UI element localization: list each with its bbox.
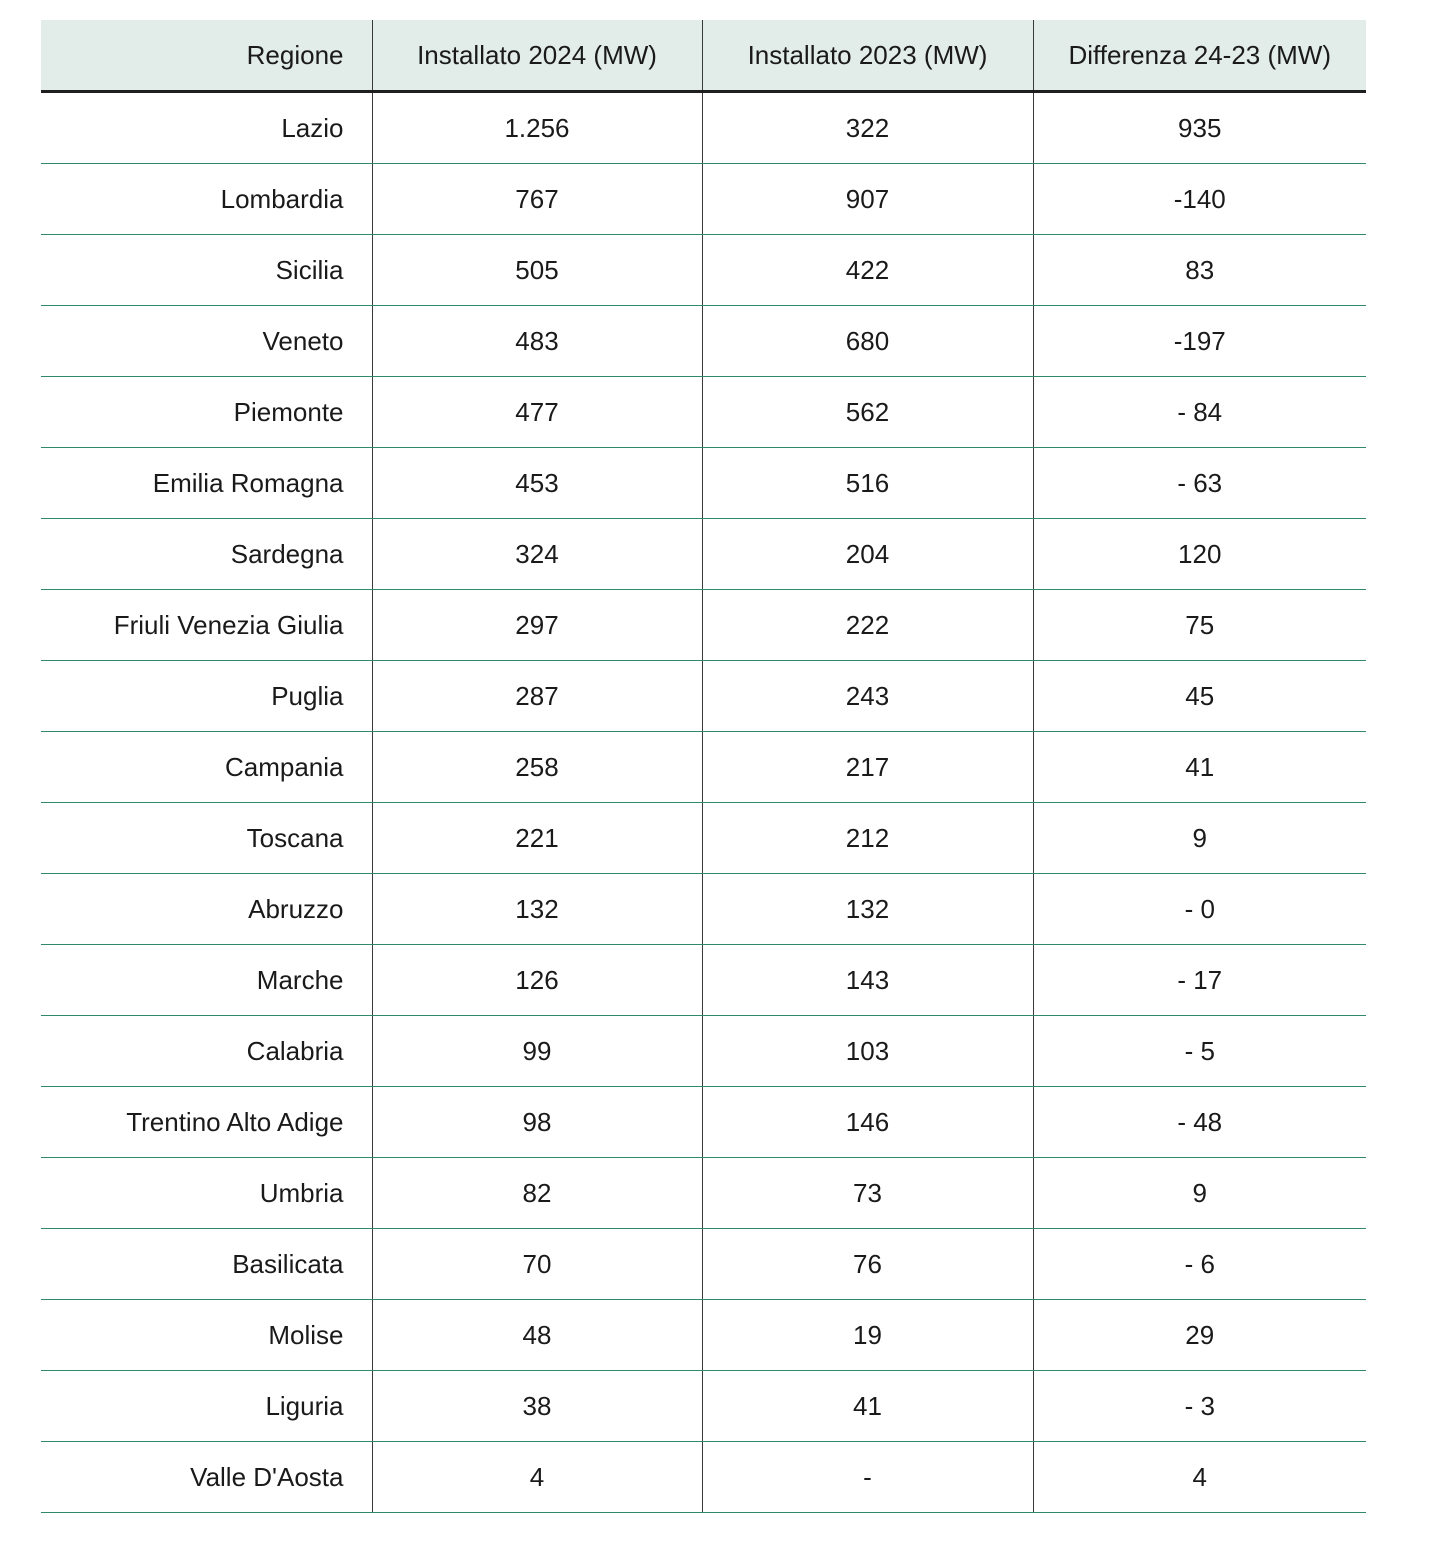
header-installato-2024: Installato 2024 (MW) [372, 20, 702, 92]
cell-regione: Abruzzo [41, 874, 372, 945]
cell-installato-2024: 297 [372, 590, 702, 661]
table-row [41, 1229, 1366, 1300]
cell-differenza: - 48 [1033, 1087, 1366, 1158]
header-regione: Regione [41, 20, 372, 92]
cell-installato-2023: 243 [702, 661, 1033, 732]
cell-differenza: - 6 [1033, 1229, 1366, 1300]
table-row [41, 235, 1366, 306]
cell-regione: Emilia Romagna [41, 448, 372, 519]
cell-regione: Trentino Alto Adige [41, 1087, 372, 1158]
cell-differenza: 9 [1033, 803, 1366, 874]
cell-regione: Puglia [41, 661, 372, 732]
cell-regione: Umbria [41, 1158, 372, 1229]
cell-installato-2023: - [702, 1442, 1033, 1513]
data-table-container [41, 20, 1366, 1513]
cell-regione: Marche [41, 945, 372, 1016]
cell-installato-2024: 287 [372, 661, 702, 732]
cell-installato-2023: 41 [702, 1371, 1033, 1442]
cell-installato-2024: 4 [372, 1442, 702, 1513]
cell-installato-2023: 146 [702, 1087, 1033, 1158]
header-row [41, 20, 1366, 92]
cell-installato-2024: 48 [372, 1300, 702, 1371]
cell-differenza: -197 [1033, 306, 1366, 377]
cell-installato-2023: 132 [702, 874, 1033, 945]
cell-regione: Veneto [41, 306, 372, 377]
table-row [41, 803, 1366, 874]
cell-regione: Sardegna [41, 519, 372, 590]
cell-installato-2023: 143 [702, 945, 1033, 1016]
cell-differenza: 9 [1033, 1158, 1366, 1229]
cell-differenza: - 63 [1033, 448, 1366, 519]
cell-installato-2023: 103 [702, 1016, 1033, 1087]
header-installato-2023: Installato 2023 (MW) [702, 20, 1033, 92]
cell-differenza: - 0 [1033, 874, 1366, 945]
cell-installato-2024: 505 [372, 235, 702, 306]
table-row [41, 874, 1366, 945]
table-row [41, 164, 1366, 235]
cell-installato-2024: 82 [372, 1158, 702, 1229]
cell-installato-2023: 680 [702, 306, 1033, 377]
cell-installato-2024: 98 [372, 1087, 702, 1158]
cell-differenza: - 5 [1033, 1016, 1366, 1087]
table-row [41, 1300, 1366, 1371]
cell-installato-2024: 324 [372, 519, 702, 590]
table-row [41, 1371, 1366, 1442]
cell-regione: Valle D'Aosta [41, 1442, 372, 1513]
cell-installato-2024: 483 [372, 306, 702, 377]
cell-regione: Basilicata [41, 1229, 372, 1300]
table-row [41, 590, 1366, 661]
table-row [41, 732, 1366, 803]
cell-installato-2023: 322 [702, 92, 1033, 164]
cell-regione: Campania [41, 732, 372, 803]
cell-installato-2024: 453 [372, 448, 702, 519]
cell-differenza: 83 [1033, 235, 1366, 306]
table-row [41, 661, 1366, 732]
cell-regione: Lazio [41, 92, 372, 164]
cell-installato-2023: 212 [702, 803, 1033, 874]
table-row [41, 448, 1366, 519]
cell-installato-2024: 99 [372, 1016, 702, 1087]
table-row [41, 519, 1366, 590]
cell-installato-2024: 221 [372, 803, 702, 874]
cell-differenza: 75 [1033, 590, 1366, 661]
cell-differenza: 29 [1033, 1300, 1366, 1371]
cell-installato-2024: 767 [372, 164, 702, 235]
cell-differenza: - 17 [1033, 945, 1366, 1016]
cell-differenza: 120 [1033, 519, 1366, 590]
table-row [41, 1087, 1366, 1158]
cell-differenza: - 3 [1033, 1371, 1366, 1442]
table-row [41, 377, 1366, 448]
cell-installato-2023: 76 [702, 1229, 1033, 1300]
table-row [41, 92, 1366, 164]
cell-installato-2023: 73 [702, 1158, 1033, 1229]
cell-installato-2023: 516 [702, 448, 1033, 519]
cell-installato-2024: 126 [372, 945, 702, 1016]
table-body [41, 92, 1366, 1513]
cell-regione: Liguria [41, 1371, 372, 1442]
cell-installato-2024: 38 [372, 1371, 702, 1442]
cell-differenza: 45 [1033, 661, 1366, 732]
cell-regione: Calabria [41, 1016, 372, 1087]
table-row [41, 945, 1366, 1016]
cell-differenza: - 84 [1033, 377, 1366, 448]
cell-regione: Sicilia [41, 235, 372, 306]
cell-installato-2023: 907 [702, 164, 1033, 235]
cell-differenza: 41 [1033, 732, 1366, 803]
cell-installato-2023: 19 [702, 1300, 1033, 1371]
table-header [41, 20, 1366, 92]
cell-installato-2023: 204 [702, 519, 1033, 590]
cell-differenza: -140 [1033, 164, 1366, 235]
cell-differenza: 935 [1033, 92, 1366, 164]
cell-installato-2023: 222 [702, 590, 1033, 661]
cell-differenza: 4 [1033, 1442, 1366, 1513]
cell-installato-2024: 132 [372, 874, 702, 945]
table-row [41, 1158, 1366, 1229]
cell-regione: Toscana [41, 803, 372, 874]
cell-regione: Lombardia [41, 164, 372, 235]
header-differenza: Differenza 24-23 (MW) [1033, 20, 1366, 92]
cell-installato-2023: 562 [702, 377, 1033, 448]
cell-regione: Piemonte [41, 377, 372, 448]
cell-installato-2024: 70 [372, 1229, 702, 1300]
cell-installato-2024: 477 [372, 377, 702, 448]
cell-installato-2023: 217 [702, 732, 1033, 803]
cell-installato-2024: 1.256 [372, 92, 702, 164]
cell-installato-2023: 422 [702, 235, 1033, 306]
table-row [41, 306, 1366, 377]
table-row [41, 1016, 1366, 1087]
regional-installations-table [41, 20, 1366, 1513]
cell-regione: Friuli Venezia Giulia [41, 590, 372, 661]
cell-regione: Molise [41, 1300, 372, 1371]
table-row [41, 1442, 1366, 1513]
cell-installato-2024: 258 [372, 732, 702, 803]
